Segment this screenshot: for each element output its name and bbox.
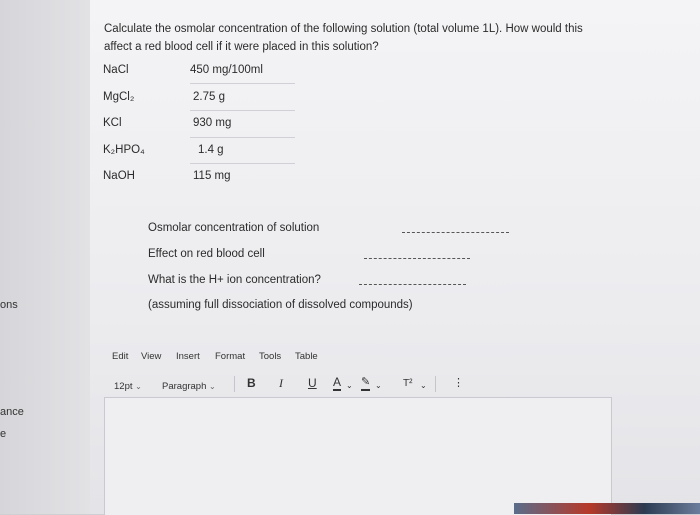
font-size-value: 12pt — [114, 381, 133, 392]
bold-button[interactable]: B — [247, 376, 256, 390]
menu-format[interactable]: Format — [215, 351, 246, 362]
text-color-button[interactable]: A — [333, 375, 342, 389]
compound-amount: 930 mg — [193, 117, 232, 129]
chevron-down-icon: ⌄ — [209, 382, 216, 391]
italic-button[interactable]: I — [279, 376, 283, 390]
menu-view[interactable]: View — [141, 351, 162, 362]
chevron-down-icon[interactable]: ⌄ — [420, 381, 427, 390]
toolbar-divider — [435, 376, 436, 392]
block-format-value: Paragraph — [162, 381, 207, 392]
more-options-icon[interactable]: ⋮ — [453, 377, 464, 389]
menu-tools[interactable]: Tools — [259, 351, 282, 362]
background-fragment: ance — [0, 406, 24, 418]
answer-blank — [364, 258, 470, 259]
chevron-down-icon: ⌄ — [135, 382, 142, 391]
compound-amount: 115 mg — [193, 170, 231, 182]
prompt-h-ion-concentration: What is the H+ ion concentration? — [148, 274, 321, 286]
question-panel — [90, 0, 700, 514]
compound-name: KCl — [103, 117, 122, 129]
row-divider — [190, 137, 295, 138]
prompt-effect-on-rbc: Effect on red blood cell — [148, 248, 265, 260]
prompt-osmolar-concentration: Osmolar concentration of solution — [148, 222, 320, 234]
row-divider — [190, 110, 295, 111]
question-text — [104, 20, 604, 56]
menu-table[interactable]: Table — [295, 351, 318, 362]
answer-blank — [359, 284, 466, 285]
menu-insert[interactable]: Insert — [176, 351, 200, 362]
font-size-select[interactable] — [114, 381, 142, 392]
question-line-1: Calculate the osmolar concentration of the following solution (total volume 1L). How would this — [104, 23, 583, 35]
compound-amount: 1.4 g — [198, 144, 224, 156]
highlight-icon[interactable]: ✎ — [361, 376, 370, 391]
row-divider — [190, 163, 295, 164]
compound-amount: 2.75 g — [193, 91, 225, 103]
compound-name: NaCl — [103, 64, 129, 76]
row-divider — [190, 83, 295, 84]
background-taskbar-strip — [514, 503, 700, 514]
underline-button[interactable]: U — [308, 376, 317, 390]
block-format-select[interactable] — [162, 381, 216, 392]
compound-amount: 450 mg/100ml — [190, 64, 263, 76]
toolbar-divider — [234, 376, 235, 392]
background-page-strip — [0, 0, 90, 514]
editor-text-area[interactable] — [104, 397, 612, 515]
answer-blank — [402, 232, 509, 233]
menu-edit[interactable]: Edit — [112, 351, 129, 362]
background-fragment: ons — [0, 299, 18, 311]
compound-name: NaOH — [103, 170, 135, 182]
chevron-down-icon[interactable]: ⌄ — [375, 381, 382, 390]
question-line-2: affect a red blood cell if it were placed in this solution? — [104, 41, 379, 53]
chevron-down-icon[interactable]: ⌄ — [346, 381, 353, 390]
superscript-button[interactable]: T² — [403, 378, 413, 389]
compound-name: K₂HPO₄ — [103, 144, 145, 156]
background-fragment: e — [0, 428, 7, 440]
compound-name: MgCl₂ — [103, 91, 135, 103]
prompt-assumption-note: (assuming full dissociation of dissolved compounds) — [148, 299, 413, 311]
